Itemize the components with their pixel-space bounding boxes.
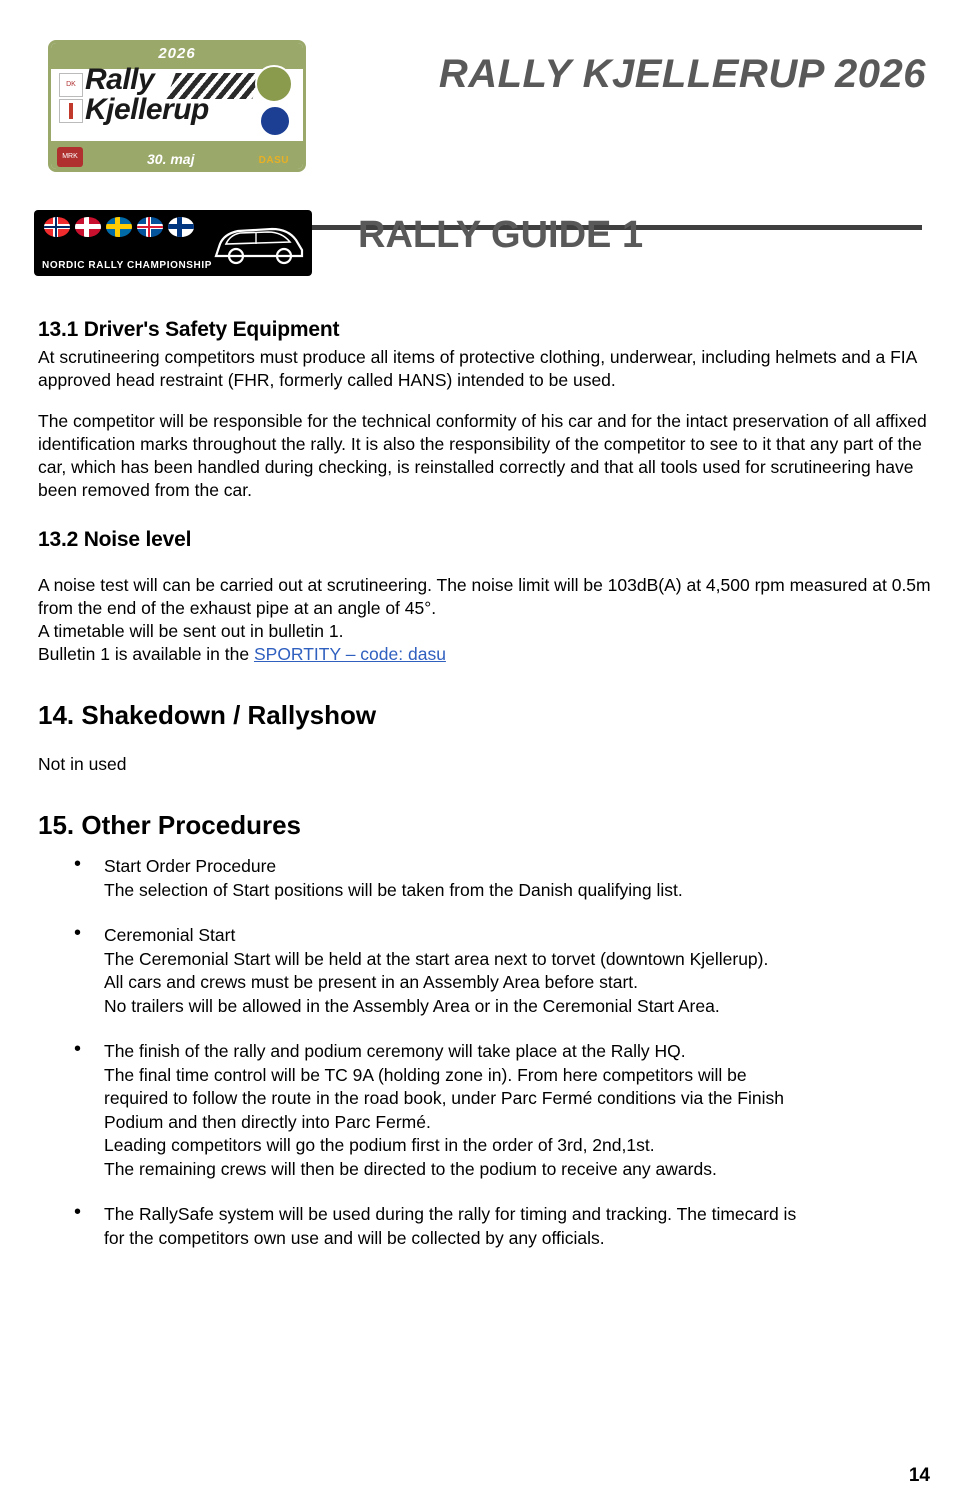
section-13-2-paragraph-2: A timetable will be sent out in bulletin 1.: [38, 621, 344, 641]
list-item-line: The Ceremonial Start will be held at the start area next to torvet (downtown Kjellerup).: [104, 948, 769, 969]
logo-name-line2: Kjellerup: [85, 93, 209, 126]
rally-kjellerup-logo: [48, 40, 300, 166]
section-heading-13-2: 13.2 Noise level: [38, 528, 192, 551]
logo-green-badge-icon: [255, 65, 293, 103]
rally-guide-title: RALLY GUIDE 1: [358, 214, 644, 256]
list-item-line: The selection of Start positions will be taken from the Danish qualifying list.: [104, 879, 683, 900]
logo-mini-emblem-1-icon: DK: [59, 73, 83, 97]
list-item-line: • The RallySafe system will be used during the rally for timing and tracking. The timecard is: [104, 1204, 797, 1224]
flag-sweden-icon: [106, 217, 132, 237]
logo-year-text: 2026: [158, 45, 196, 62]
flag-iceland-icon: [137, 217, 163, 237]
other-procedures-list: [38, 855, 932, 1250]
list-item-line: • The finish of the rally and podium ceremony will take place at the Rally HQ.: [104, 1041, 686, 1061]
section-heading-14: 14. Shakedown / Rallyshow: [38, 700, 377, 730]
list-item: [104, 1040, 932, 1181]
logo-date-text: 30. maj: [147, 151, 195, 167]
list-item-line: Leading competitors will go the podium first in the order of 3rd, 2nd,1st.: [104, 1135, 655, 1155]
logo-name: [85, 65, 209, 125]
document-body: [38, 318, 932, 1250]
list-item-line: required to follow the route in the road book, under Parc Fermé conditions via the Finish: [104, 1088, 784, 1108]
section-heading-15: 15. Other Procedures: [38, 810, 301, 840]
section-14-paragraph-1: Not in used: [38, 754, 127, 774]
list-item-line: The final time control will be TC 9A (holding zone in). From here competitors will be: [104, 1064, 747, 1085]
list-item: [104, 1203, 932, 1250]
page-number: 14: [908, 1465, 930, 1486]
rally-car-icon: [210, 220, 306, 266]
list-item-line: Podium and then directly into Parc Fermé.: [104, 1111, 431, 1132]
document-header: [38, 0, 932, 180]
nordic-rally-championship-badge: [34, 210, 312, 276]
flag-finland-icon: [168, 217, 194, 237]
section-13-2-paragraph-3: [38, 643, 932, 666]
list-item-line: • Ceremonial Start: [104, 925, 236, 945]
nrc-flag-group: [44, 217, 194, 237]
bulletin-link-prefix: Bulletin 1 is available in the: [38, 644, 254, 664]
rally-guide-header-row: [38, 210, 932, 300]
list-item: [104, 924, 932, 1018]
logo-blue-badge-icon: [259, 105, 291, 137]
logo-name-line1: Rally: [85, 63, 155, 96]
logo-box: [48, 40, 306, 172]
nrc-label: NORDIC RALLY CHAMPIONSHIP: [42, 260, 213, 271]
logo-sponsor-text: DASU: [258, 155, 289, 166]
document-title: RALLY KJELLERUP 2026: [438, 52, 926, 96]
sportity-link[interactable]: SPORTITY – code: dasu: [253, 644, 446, 664]
list-item-line: No trailers will be allowed in the Assembly Area or in the Ceremonial Start Area.: [104, 995, 720, 1016]
list-item-line: All cars and crews must be present in an Assembly Area before start.: [104, 972, 638, 992]
logo-mini-emblem-2-icon: [59, 99, 83, 123]
section-13-2-paragraph-1: A noise test will can be carried out at scrutineering. The noise limit will be 103dB(A) at 4,500 rpm measured at 0.5m from the end of the exhaust pipe at an angle of 45°.: [38, 575, 931, 618]
list-item: [104, 855, 932, 902]
list-item-line: • Start Order Procedure: [104, 856, 277, 876]
flag-norway-icon: [44, 217, 70, 237]
section-heading-13-1: 13.1 Driver's Safety Equipment: [38, 318, 340, 341]
section-13-1-paragraph-1: At scrutineering competitors must produce all items of protective clothing, underwear, including helmets and a FIA approved head restraint (FHR, formerly called HANS) intended to be used.: [38, 347, 917, 390]
section-13-1-paragraph-2: The competitor will be responsible for the technical conformity of his car and for the intact preservation of all affixed identification marks throughout the rally. It is also the responsibility of the competitor to see to it that any part of the car, which has been handled during checking, is reinstalled correctly and that all tools used for scrutineering have been removed from the car.: [38, 411, 927, 500]
logo-mini-emblem-3-icon: MRK: [57, 147, 83, 167]
list-item-line: for the competitors own use and will be collected by any officials.: [104, 1227, 605, 1248]
flag-denmark-icon: [75, 217, 101, 237]
list-item-line: The remaining crews will then be directed to the podium to receive any awards.: [104, 1158, 717, 1179]
